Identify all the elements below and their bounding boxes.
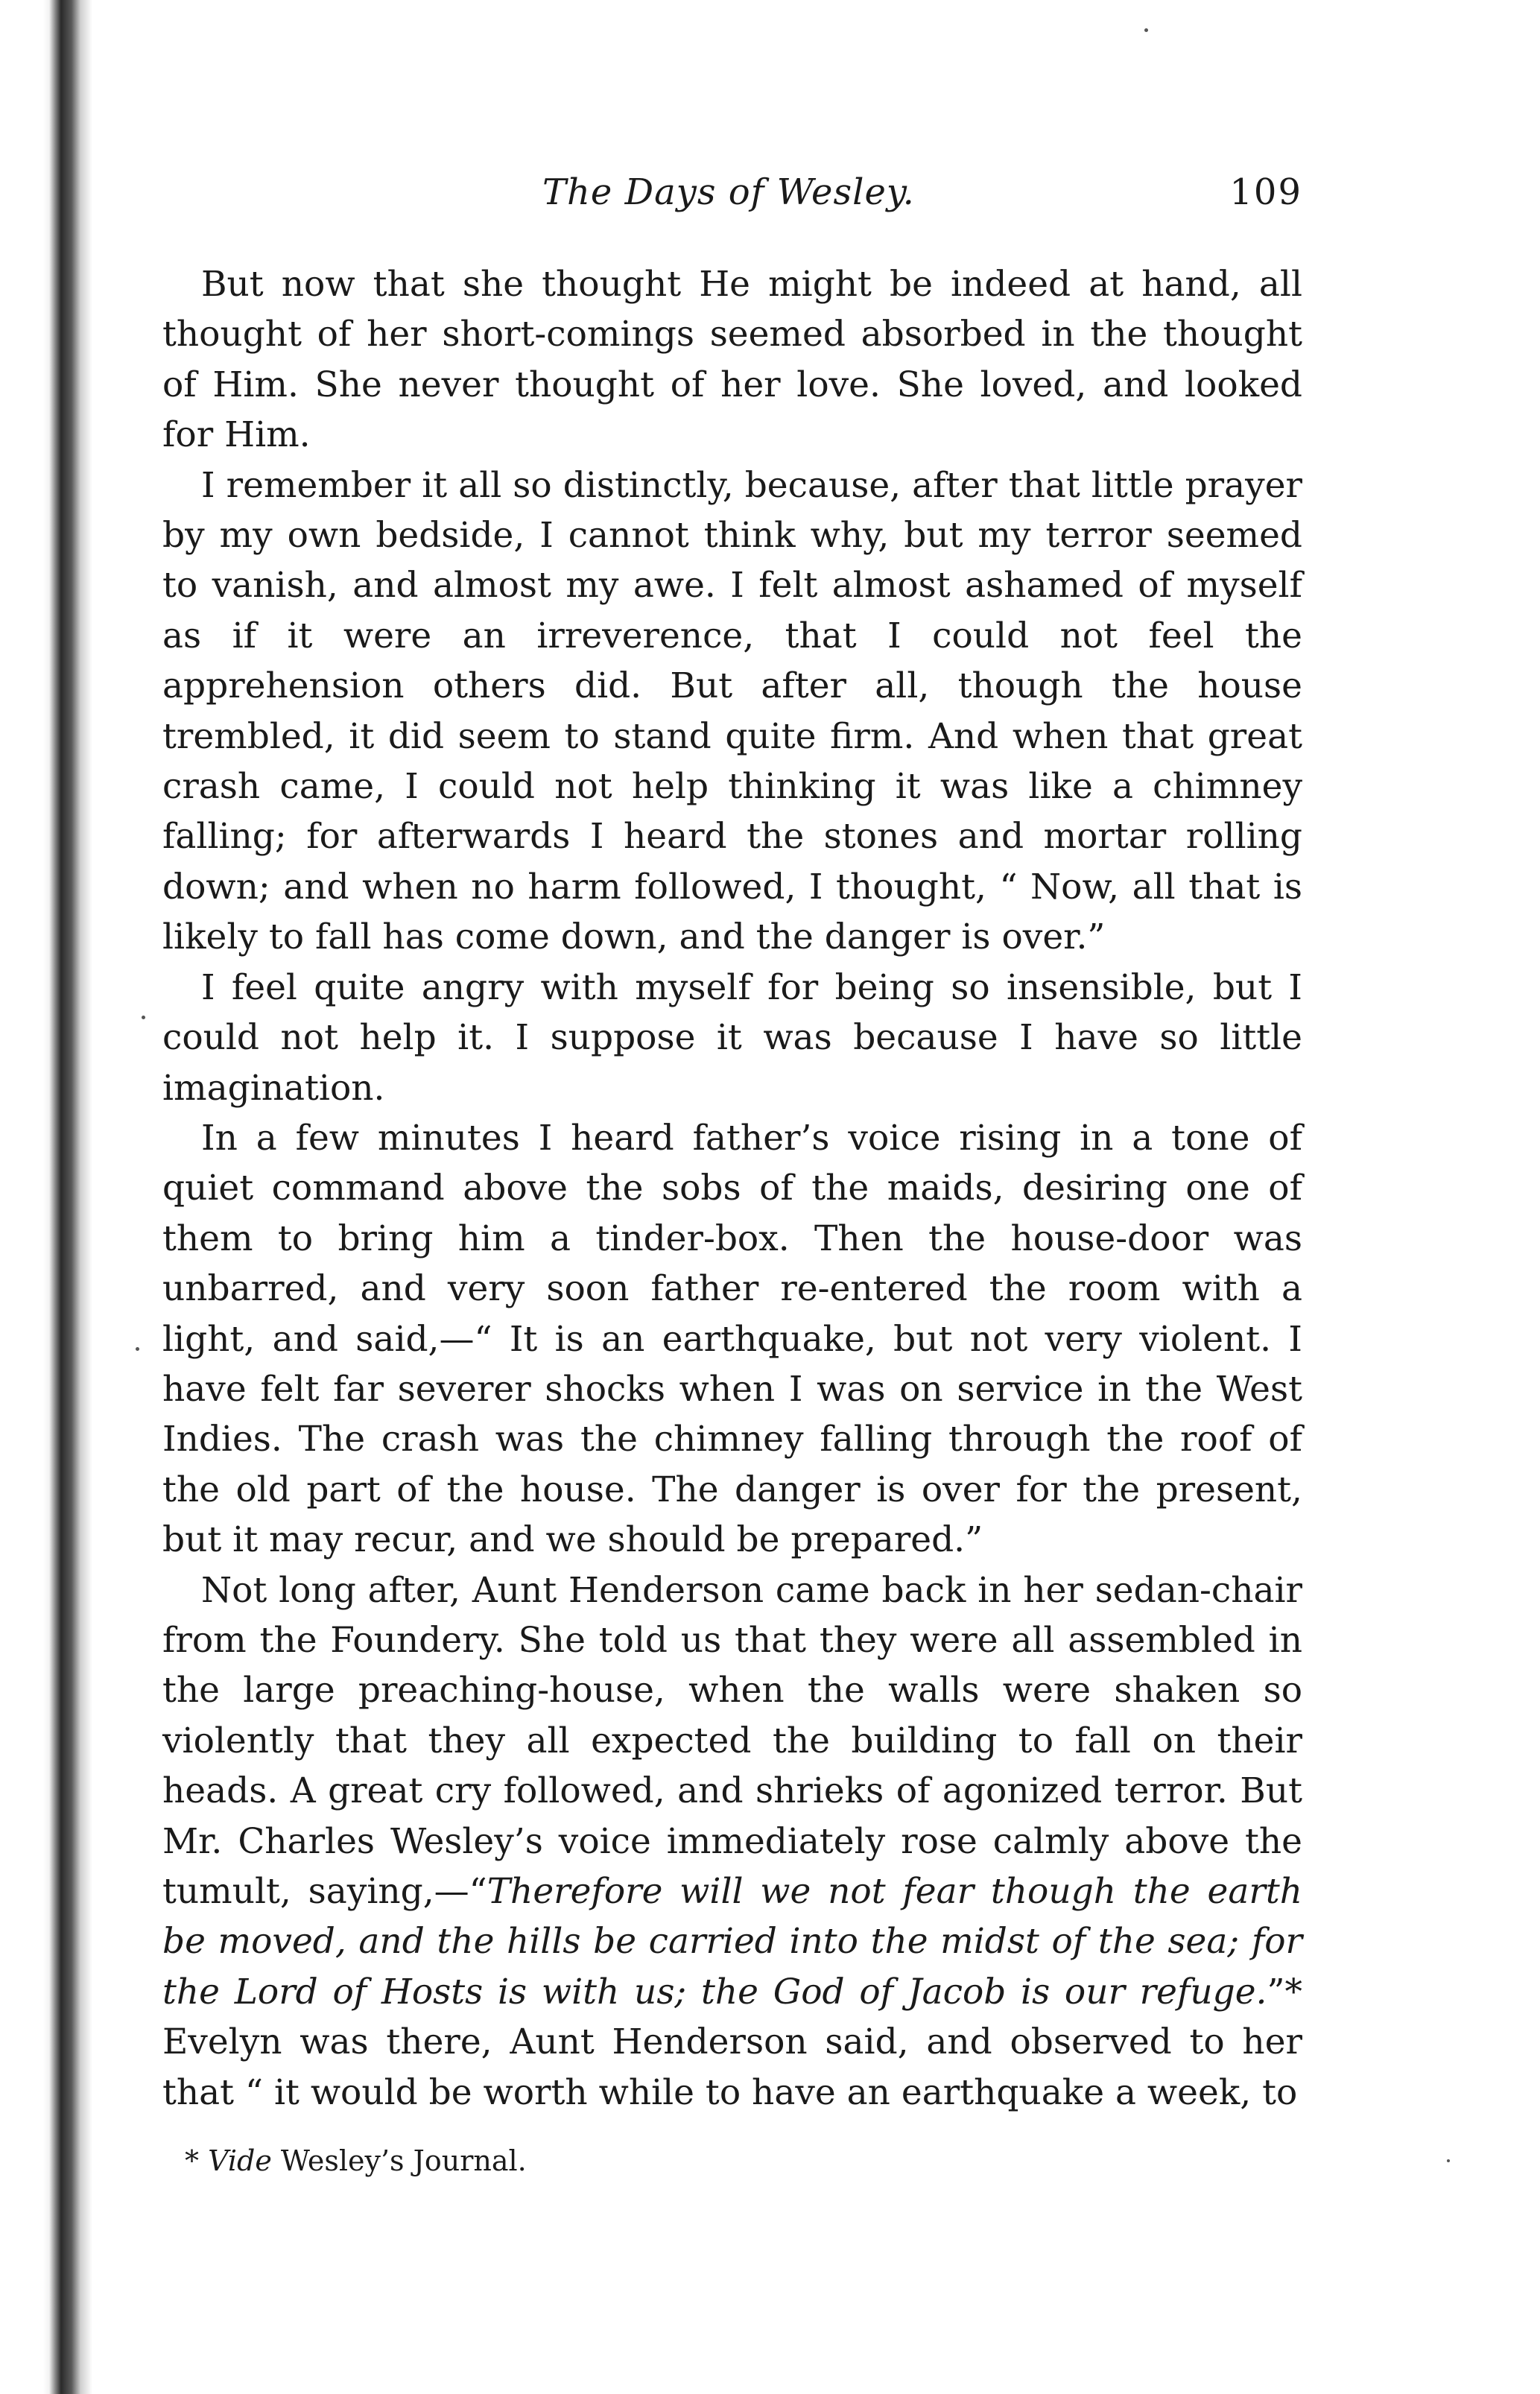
quote-close: ”* — [1267, 1971, 1302, 2013]
paragraph-2: I remember it all so distinctly, because, after that little prayer by my own bedside, I cannot think why, but my terror seemed to vanish, and almost my awe. I felt almost ashamed of myself as if it were an irreverence, that I could not feel the apprehension others did. But after all, though the house trembled, it did seem to stand quite firm. And when that great crash came, I could not help thinking it was like a chimney falling; for afterwards I heard the stones and mortar rolling down; and when no harm followed, I thought, “ Now, all that is likely to fall has come down, and the danger is over.” — [162, 464, 1302, 958]
paragraph-5-continuation: Evelyn was there, Aunt Henderson said, and observed to her that “ it would be worth while to have an earthquake a week, to — [162, 2021, 1302, 2113]
footnote-source: Wesley’s Journal. — [271, 2144, 527, 2177]
running-title: The Days of Wesley. — [542, 171, 915, 213]
paragraph-1: But now that she thought He might be indeed at hand, all thought of her short-comings seemed absorbed in the thought of Him. She never thought of her love. She loved, and looked for Him. — [162, 264, 1302, 456]
book-binding-edge — [0, 0, 104, 2394]
paragraph-5 — [162, 1565, 1302, 2118]
ink-speck — [142, 1016, 145, 1019]
footnote-vide: Vide — [208, 2144, 272, 2177]
ink-speck — [1144, 28, 1148, 32]
ink-speck — [1447, 2159, 1450, 2162]
scripture-quote: Therefore will we not fear though the earth be moved, and the hills be carried into the midst of the sea; for the Lord of Hosts is with us; the God of Jacob is our refuge. — [162, 1871, 1302, 2013]
paragraph-5-intro: Not long after, Aunt Henderson came back in her sedan-chair from the Foundery. She told us that they were all assembled in the large preaching-house, when the walls were shaken so violently that they all expected the building to fall on their heads. A great cry followed, and shrieks of agonized terror. But Mr. Charles Wesley’s voice immediately rose calmly above the tumult, saying,—“ — [162, 1569, 1302, 1912]
ink-speck — [136, 1347, 139, 1351]
page-header — [162, 171, 1302, 238]
footnote — [185, 2144, 527, 2177]
footnote-marker: * — [185, 2144, 209, 2177]
paragraph-3: I feel quite angry with myself for being so insensible, but I could not help it. I suppose it was because I have so little imagination. — [162, 966, 1302, 1109]
page-number: 109 — [1229, 171, 1302, 213]
paragraph-4: In a few minutes I heard father’s voice rising in a tone of quiet command above the sobs of the maids, desiring one of them to bring him a tinder-box. Then the house-door was unbarred, and very soon father re-entered the room with a light, and said,—“ It is an earthquake, but not very violent. I have felt far severer shocks when I was on service in the West Indies. The crash was the chimney falling through the roof of the old part of the house. The danger is over for the present, but it may recur, and we should be prepared.” — [162, 1117, 1302, 1561]
page-body — [162, 259, 1302, 2118]
